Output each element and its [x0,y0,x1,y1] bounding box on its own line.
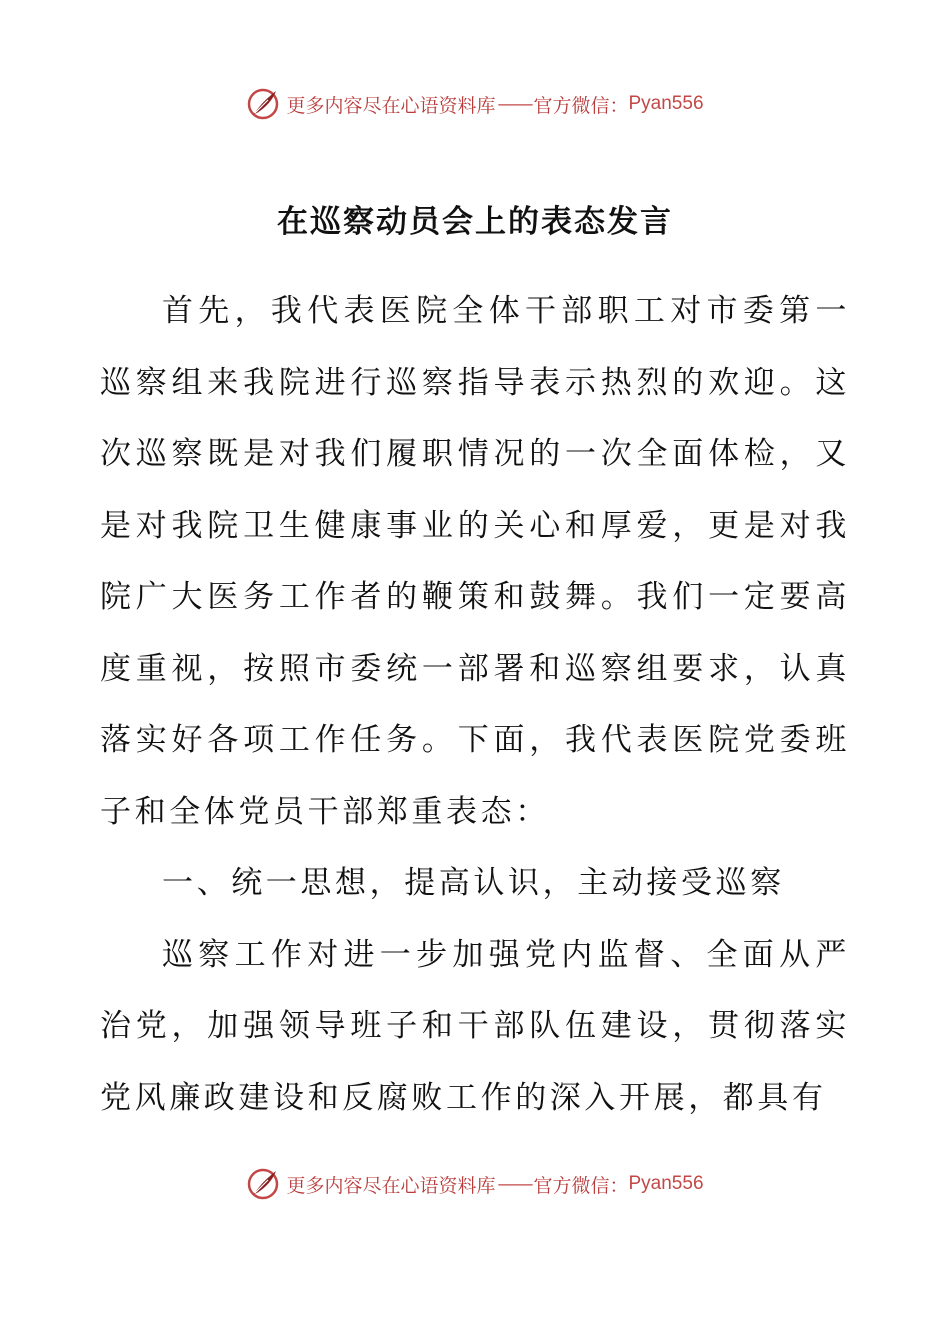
document-body [100,276,850,1134]
quill-logo-icon [246,87,280,121]
banner-brand-text: 更多内容尽在心语资料库 [286,1174,496,1197]
banner-wechat-label: 官方微信： [533,1174,629,1197]
banner-separator: —— [497,1173,532,1195]
banner-wechat-id: Pyan556 [628,1173,704,1194]
document-title: 在巡察动员会上的表态发言 [277,204,673,240]
header-watermark-banner [0,86,950,122]
banner-brand-text: 更多内容尽在心语资料库 [286,94,496,117]
banner-wechat-label: 官方微信： [533,94,629,117]
paragraph-intro: 首先，我代表医院全体干部职工对市委第一巡察组来我院进行巡察指导表示热烈的欢迎。这次巡察既是对我们履职情况的一次全面体检，又是对我院卫生健康事业的关心和厚爱，更是对我院广大医务工作者的鞭策和鼓舞。我们一定要高度重视，按照市委统一部署和巡察组要求，认真落实好各项工作任务。下面，我代表医院党委班子和全体党员干部郑重表态： [100,293,850,830]
banner-separator: —— [497,93,532,115]
banner-wechat-id: Pyan556 [628,93,704,114]
paragraph-section-1: 巡察工作对进一步加强党内监督、全面从严治党，加强领导班子和干部队伍建设，贯彻落实党风廉政建设和反腐败工作的深入开展，都具有 [100,936,850,1116]
footer-watermark-banner [0,1166,950,1202]
section-heading-1: 一、统一思想，提高认识，主动接受巡察 [162,865,785,901]
quill-logo-icon [246,1167,280,1201]
